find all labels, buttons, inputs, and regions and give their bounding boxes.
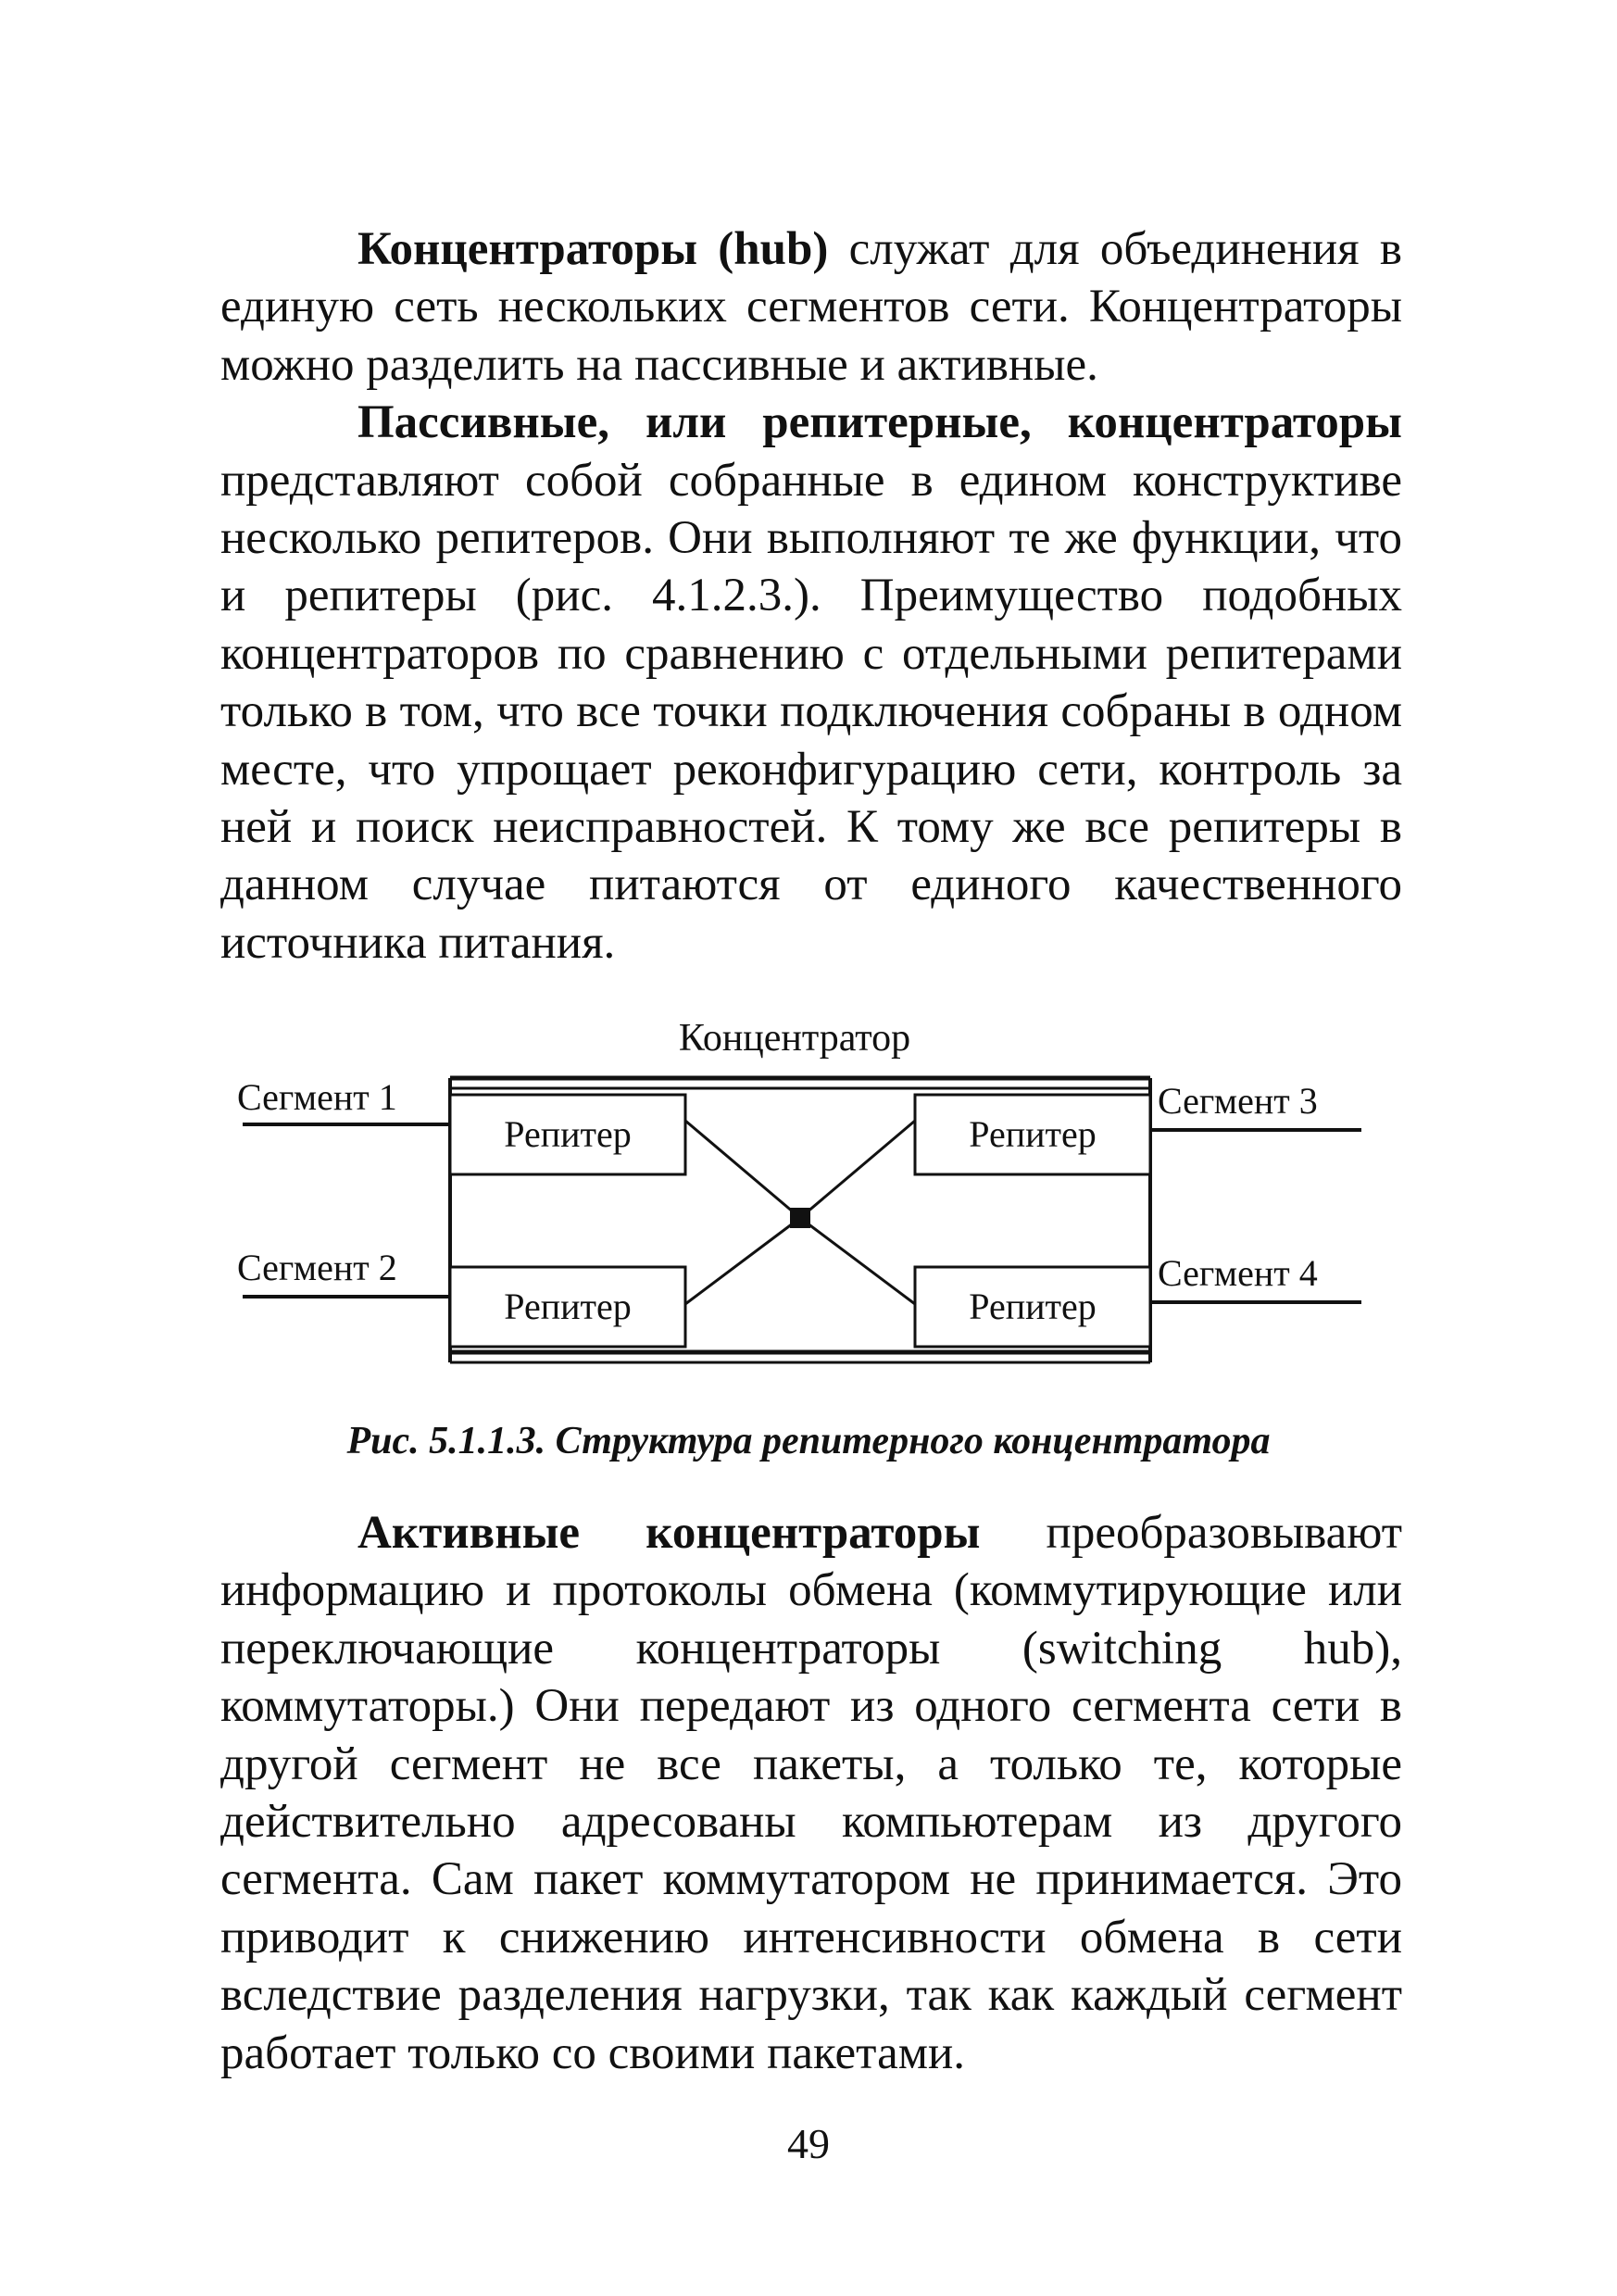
text-block-top	[220, 220, 1402, 972]
repeater-top-left	[450, 1095, 685, 1174]
figure-caption: Рис. 5.1.1.3. Структура репитерного концентратора	[346, 1420, 1271, 1462]
segment-4	[1150, 1252, 1361, 1302]
hub-title: Концентратор	[678, 1017, 911, 1060]
segment-2	[237, 1247, 450, 1297]
repeater-top-right	[915, 1095, 1150, 1174]
repeater-bottom-left	[450, 1267, 685, 1347]
repeater-label: Репитер	[504, 1286, 632, 1327]
repeater-bottom-right	[915, 1267, 1150, 1347]
paragraph-active-hubs-text: преобразовывают информацию и протоколы обмена (коммутирующие или переключающие концентраторы (switching hub), коммутаторы.) Они передают из одного сегмента сети в другой сегмент не все пакеты, а только те, которые действительно адресованы компьютерам из другого сегмента. Сам пакет коммутатором не принимается. Это приводит к снижению интенсивности обмена в сети вследствие разделения нагрузки, так как каждый сегмент работает только со своими пакетами.	[220, 1507, 1402, 2079]
page-number: 49	[787, 2120, 830, 2167]
paragraph-hubs	[220, 220, 1402, 394]
paragraph-active-hubs	[220, 1504, 1402, 2082]
repeater-label: Репитер	[969, 1113, 1097, 1155]
paragraph-passive-hubs	[220, 394, 1402, 972]
repeater-label: Репитер	[504, 1113, 632, 1155]
segment-4-label: Сегмент 4	[1158, 1252, 1318, 1294]
junction-node	[790, 1208, 810, 1228]
term-passive-hubs: Пассивные, или репитерные, концентраторы	[357, 396, 1402, 449]
paragraph-passive-hubs-text: представляют собой собранные в едином конструктиве несколько репитеров. Они выполняют те же функции, что и репитеры (рис. 4.1.2.3.). Преимущество подобных концентраторов по сравнению с отдельными репитерами только в том, что все точки подключения собраны в одном месте, что упрощает реконфигурацию сети, контроль за ней и поиск неисправностей. К тому же все репитеры в данном случае питаются от единого качественного источника питания.	[220, 454, 1402, 969]
text-block-bottom	[220, 1504, 1402, 2082]
term-active-hubs: Активные концентраторы	[357, 1507, 981, 1559]
paragraph-hubs-text: служат для объединения в единую сеть нескольких сегментов сети. Концентраторы можно разделить на пассивные и активные.	[220, 223, 1402, 391]
segment-3-label: Сегмент 3	[1158, 1080, 1318, 1122]
segment-3	[1150, 1080, 1361, 1130]
segment-1	[237, 1076, 450, 1124]
term-hubs: Концентраторы (hub)	[357, 223, 829, 275]
segment-1-label: Сегмент 1	[237, 1076, 397, 1118]
repeater-hub-diagram	[220, 1010, 1369, 1399]
repeater-label: Репитер	[969, 1286, 1097, 1327]
segment-2-label: Сегмент 2	[237, 1247, 397, 1288]
